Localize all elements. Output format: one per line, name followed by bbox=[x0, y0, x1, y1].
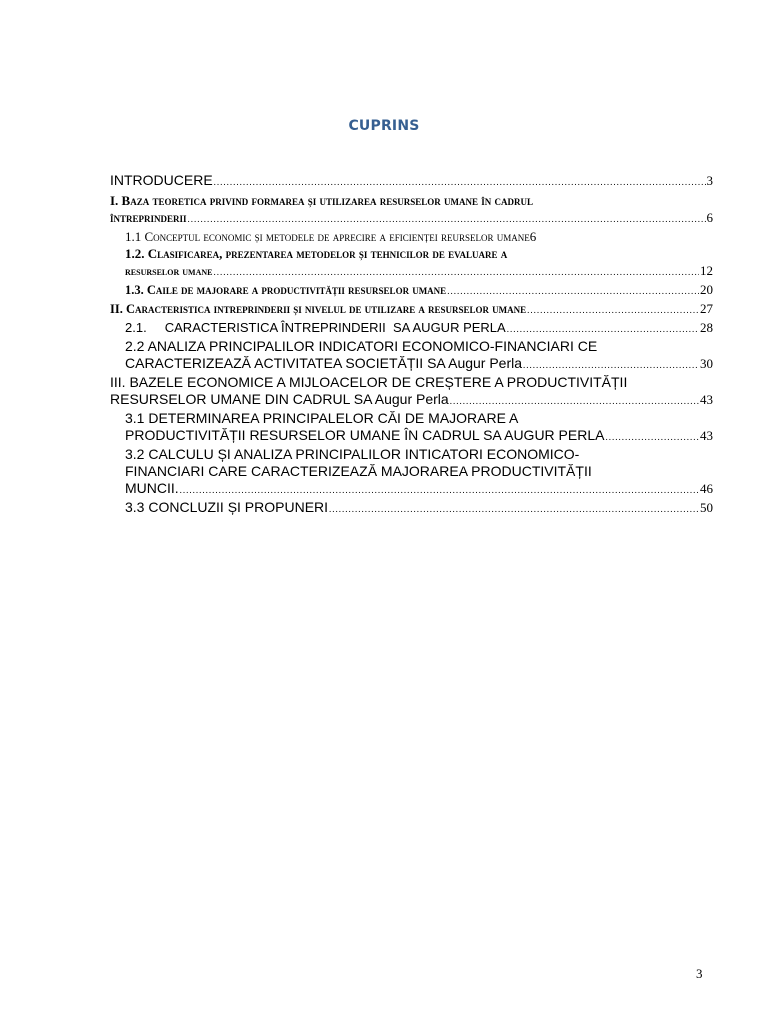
toc-page-number: 6 bbox=[529, 229, 537, 244]
toc-entry-chapter-2[interactable] bbox=[110, 300, 713, 319]
dot-leader bbox=[447, 283, 699, 300]
toc-page-number: 43 bbox=[700, 392, 713, 407]
toc-page-number: 28 bbox=[700, 320, 713, 335]
toc-page-number: 20 bbox=[700, 282, 713, 297]
toc-entry-text: 1.2. Clasificarea, prezentarea metodelor și tehnicilor de evaluare a bbox=[125, 246, 508, 261]
toc-entry-text-cont: resurselor umane bbox=[125, 264, 213, 278]
toc-page-number: 12 bbox=[700, 263, 713, 278]
toc-entry-3-3[interactable] bbox=[110, 499, 713, 518]
toc-entry-chapter-3[interactable] bbox=[110, 374, 713, 410]
toc-entry-text: 2.2 ANALIZA PRINCIPALILOR INDICATORI ECONOMICO-FINANCIARI CE bbox=[125, 338, 598, 354]
page-number-footer: 3 bbox=[696, 966, 703, 981]
toc-page-number: 6 bbox=[706, 210, 713, 225]
toc-page-number: 46 bbox=[700, 481, 713, 496]
toc-entry-text-cont: FINANCIARI CARE CARACTERIZEAZĂ MAJORAREA PRODUCTIVITĂȚII bbox=[125, 463, 592, 479]
toc-page-number: 3 bbox=[706, 173, 713, 188]
dot-leader bbox=[605, 429, 699, 446]
toc-entry-1-3[interactable] bbox=[110, 281, 713, 300]
toc-entry-1-2[interactable] bbox=[110, 245, 713, 281]
toc-entry-text: III. BAZELE ECONOMICE A MIJLOACELOR DE CREȘTERE A PRODUCTIVITĂȚII bbox=[110, 374, 628, 390]
dot-leader bbox=[527, 302, 699, 319]
toc-page-number: 30 bbox=[700, 356, 713, 371]
toc-page-number: 27 bbox=[700, 301, 713, 316]
toc-entry-text: II. Caracteristica intreprinderii și nivelul de utilizare a resurselor umane bbox=[110, 302, 527, 316]
toc-entry-text: 1.1 Conceptul economic și metodele de aprecire a eficienței reurselor umane bbox=[125, 229, 530, 244]
toc-entry-text-cont: MUNCII. bbox=[125, 480, 179, 496]
toc-entry-text: 3.1 DETERMINAREA PRINCIPALELOR CĂI DE MAJORARE A bbox=[125, 410, 519, 426]
toc-entry-1-1[interactable] bbox=[110, 228, 713, 245]
toc-entry-text: 3.3 CONCLUZII ȘI PROPUNERI bbox=[125, 499, 329, 515]
dot-leader bbox=[214, 174, 706, 191]
toc-entry-text: INTRODUCERE bbox=[110, 172, 213, 188]
toc-entry-text: 2.1. CARACTERISTICA ÎNTREPRINDERII SA AUGUR PERLA bbox=[125, 320, 506, 335]
dot-leader bbox=[180, 482, 699, 499]
toc-entry-chapter-1[interactable] bbox=[110, 192, 713, 228]
dot-leader bbox=[213, 264, 699, 281]
toc-entry-text: 3.2 CALCULU ȘI ANALIZA PRINCIPALILOR INTICATORI ECONOMICO- bbox=[125, 446, 580, 462]
toc-page-number: 43 bbox=[700, 428, 713, 443]
toc-entry-text: 1.3. Caile de majorare a productivității resurselor umane bbox=[125, 283, 447, 297]
table-of-contents bbox=[110, 172, 713, 518]
toc-page-number: 50 bbox=[700, 500, 713, 515]
toc-entry-text: I. Baza teoretica privind formarea și utilizarea resurselor umane în cadrul bbox=[110, 193, 534, 208]
toc-entry-2-2[interactable] bbox=[110, 338, 713, 374]
dot-leader bbox=[188, 211, 706, 228]
dot-leader bbox=[507, 321, 699, 338]
toc-entry-3-2[interactable] bbox=[110, 446, 713, 499]
dot-leader bbox=[329, 501, 699, 518]
toc-entry-text-cont: RESURSELOR UMANE DIN CADRUL SA Augur Perla bbox=[110, 391, 449, 407]
page-title: CUPRINS bbox=[348, 118, 420, 134]
toc-entry-introducere[interactable] bbox=[110, 172, 713, 191]
dot-leader bbox=[450, 393, 699, 410]
dot-leader bbox=[523, 357, 699, 374]
toc-entry-text-cont: întreprinderii bbox=[110, 210, 187, 225]
toc-entry-2-1[interactable] bbox=[110, 319, 713, 338]
toc-entry-text-cont: CARACTERIZEAZĂ ACTIVITATEA SOCIETĂȚII SA Augur Perla bbox=[125, 355, 523, 371]
toc-entry-3-1[interactable] bbox=[110, 410, 713, 446]
toc-entry-text-cont: PRODUCTIVITĂȚII RESURSELOR UMANE ÎN CADRUL SA AUGUR PERLA bbox=[125, 427, 605, 443]
